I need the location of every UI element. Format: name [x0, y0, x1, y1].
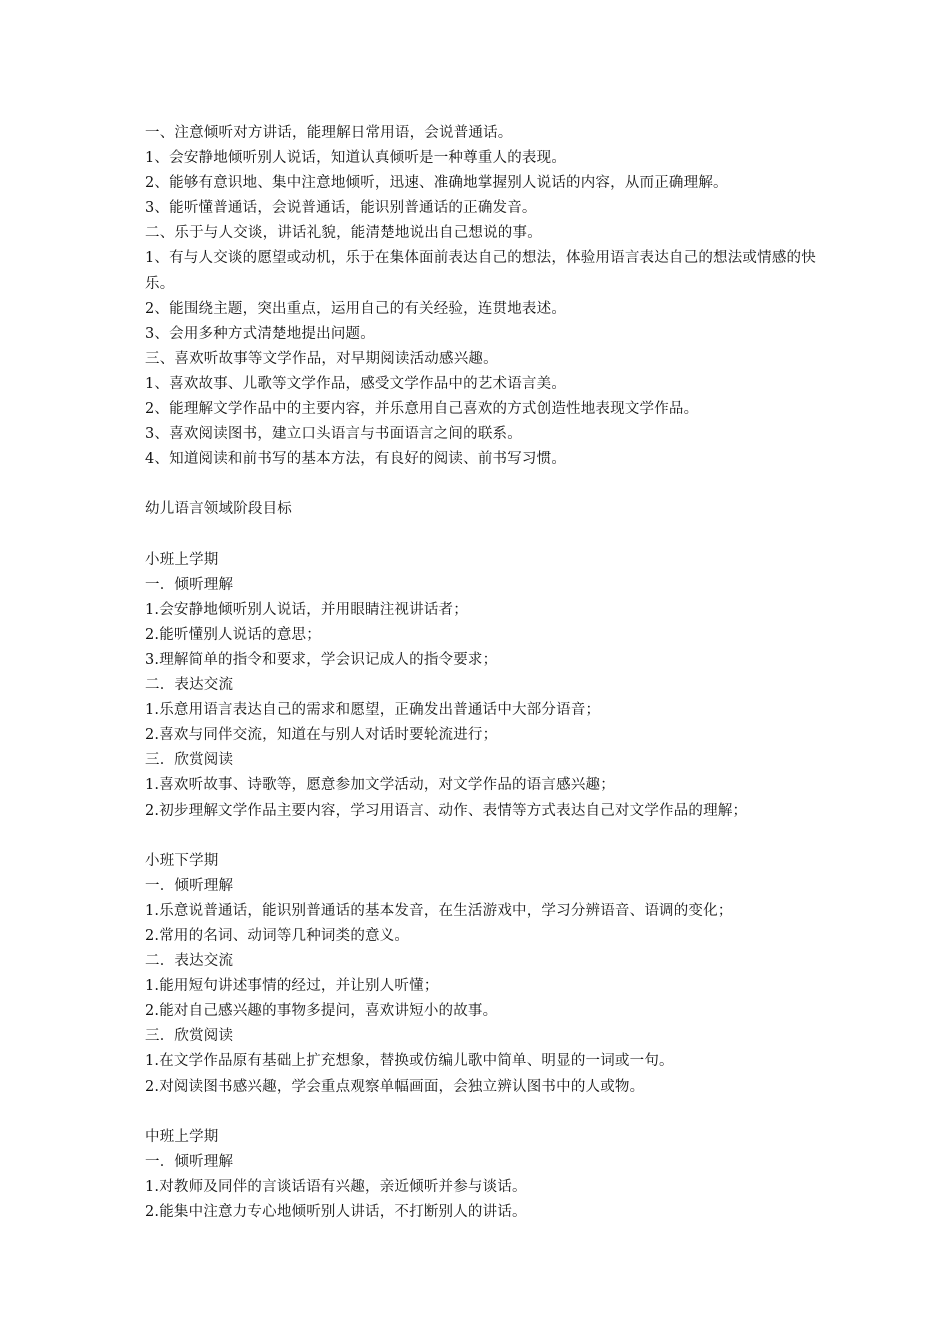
intro-item: 3、喜欢阅读图书，建立口头语言与书面语言之间的联系。: [145, 426, 522, 443]
intro-item: 2、能够有意识地、集中注意地倾听，迅速、准确地掌握别人说话的内容，从而正确理解。: [145, 175, 728, 192]
document-body: [145, 121, 825, 1225]
goal-item: 1.对教师及同伴的言谈话语有兴趣，亲近倾听并参与谈话。: [145, 1178, 527, 1195]
section-title: 小班下学期: [145, 852, 219, 869]
section-title: 小班上学期: [145, 551, 219, 568]
small-upper-section: [145, 548, 825, 824]
intro-goal-3: 三、喜欢听故事等文学作品，对早期阅读活动感兴趣。: [145, 350, 498, 367]
intro-section: [145, 121, 825, 472]
goal-item: 2.对阅读图书感兴趣，学会重点观察单幅画面，会独立辨认图书中的人或物。: [145, 1078, 645, 1095]
category-heading: 一．倾听理解: [145, 1153, 234, 1170]
section-title: 中班上学期: [145, 1128, 219, 1145]
intro-item: 2、能围绕主题，突出重点，运用自己的有关经验，连贯地表述。: [145, 300, 567, 317]
intro-item: 3、会用多种方式清楚地提出问题。: [145, 325, 375, 342]
category-heading: 三．欣赏阅读: [145, 752, 234, 769]
goal-item: 2.喜欢与同伴交流，知道在与别人对话时要轮流进行；: [145, 727, 498, 744]
middle-upper-section: [145, 1125, 825, 1225]
intro-item: 1、有与人交谈的愿望或动机，乐于在集体面前表达自己的想法，体验用语言表达自己的想法或情感的快乐。: [145, 250, 816, 292]
goal-item: 2.能集中注意力专心地倾听别人讲话，不打断别人的讲话。: [145, 1204, 527, 1221]
goal-item: 2.初步理解文学作品主要内容，学习用语言、动作、表情等方式表达自己对文学作品的理解；: [145, 802, 748, 819]
intro-item: 1、会安静地倾听别人说话，知道认真倾听是一种尊重人的表现。: [145, 150, 567, 167]
spacer: [145, 1100, 825, 1125]
intro-item: 3、能听懂普通话，会说普通话，能识别普通话的正确发音。: [145, 200, 537, 217]
small-lower-section: [145, 849, 825, 1100]
goal-item: 1.乐意说普通话，能识别普通话的基本发音，在生活游戏中，学习分辨语音、语调的变化；: [145, 902, 733, 919]
stage-title: 幼儿语言领域阶段目标: [145, 501, 292, 518]
goal-item: 1.喜欢听故事、诗歌等，愿意参加文学活动，对文学作品的语言感兴趣；: [145, 777, 615, 794]
intro-item: 1、喜欢故事、儿歌等文学作品，感受文学作品中的艺术语言美。: [145, 375, 567, 392]
category-heading: 一．倾听理解: [145, 576, 234, 593]
goal-item: 1.乐意用语言表达自己的需求和愿望，正确发出普通话中大部分语音；: [145, 702, 601, 719]
goal-item: 2.常用的名词、动词等几种词类的意义。: [145, 928, 410, 944]
goal-item: 1.在文学作品原有基础上扩充想象，替换或仿编儿歌中简单、明显的一词或一句。: [145, 1053, 674, 1070]
goal-item: 2.能对自己感兴趣的事物多提问，喜欢讲短小的故事。: [145, 1003, 498, 1020]
category-heading: 二．表达交流: [145, 677, 234, 694]
intro-goal-2: 二、乐于与人交谈，讲话礼貌，能清楚地说出自己想说的事。: [145, 225, 542, 242]
intro-goal-1: 一、注意倾听对方讲话，能理解日常用语，会说普通话。: [145, 125, 513, 141]
category-heading: 二．表达交流: [145, 953, 234, 970]
spacer: [145, 824, 825, 849]
goal-item: 1.会安静地倾听别人说话，并用眼睛注视讲话者；: [145, 601, 468, 618]
spacer: [145, 523, 825, 548]
spacer: [145, 472, 825, 497]
goal-item: 3.理解简单的指令和要求，学会识记成人的指令要求；: [145, 651, 498, 668]
intro-item: 4、知道阅读和前书写的基本方法，有良好的阅读、前书写习惯。: [145, 451, 567, 468]
category-heading: 一．倾听理解: [145, 877, 234, 894]
intro-item: 2、能理解文学作品中的主要内容，并乐意用自己喜欢的方式创造性地表现文学作品。: [145, 401, 699, 418]
goal-item: 1.能用短句讲述事情的经过，并让别人听懂；: [145, 978, 439, 995]
category-heading: 三．欣赏阅读: [145, 1028, 234, 1045]
goal-item: 2.能听懂别人说话的意思；: [145, 626, 321, 643]
